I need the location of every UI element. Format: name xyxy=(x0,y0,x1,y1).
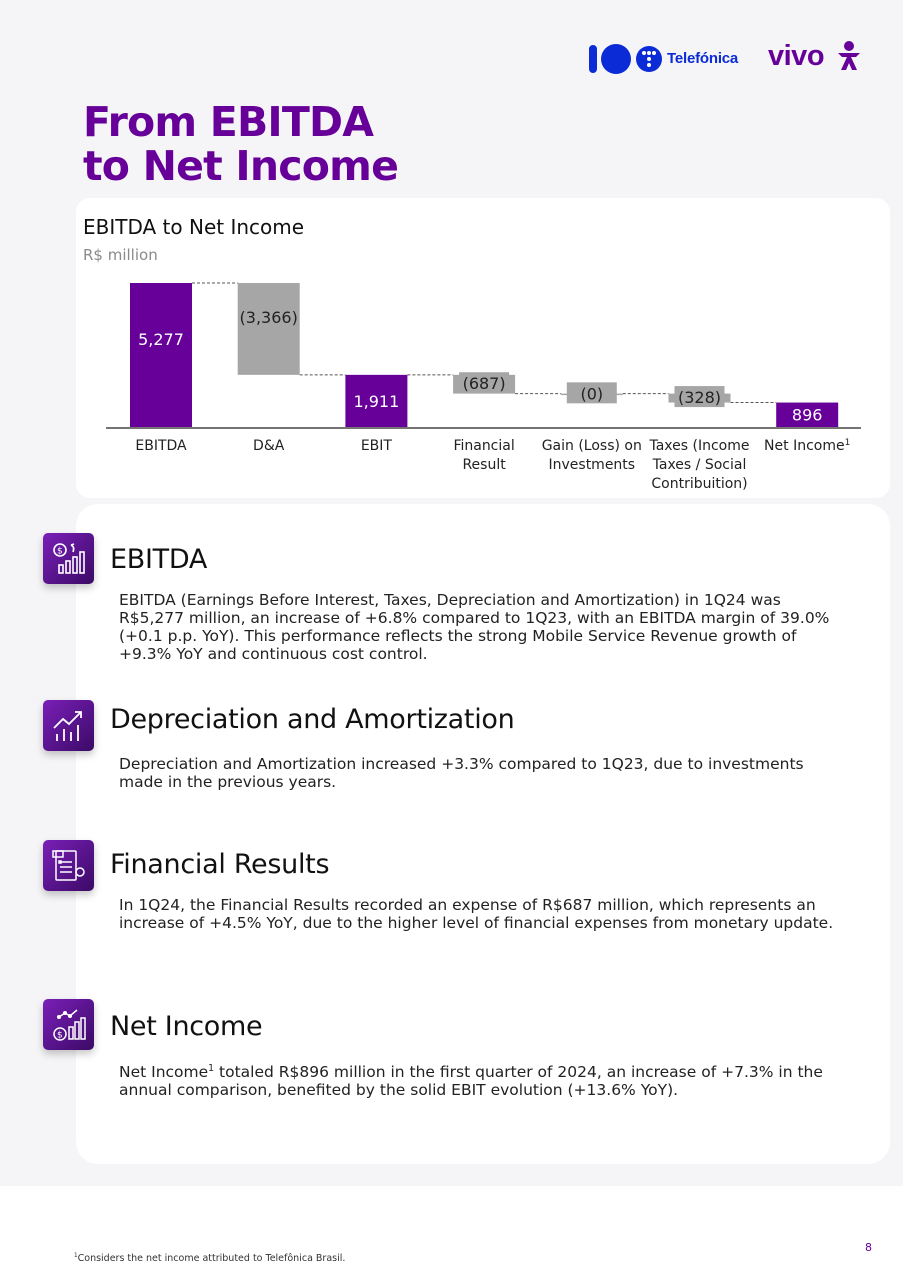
category-label-4-1: Investments xyxy=(548,457,636,473)
section-heading-ebitda: EBITDA xyxy=(110,544,208,575)
footnote-marker: 1 xyxy=(74,1252,78,1259)
section-text-net-income xyxy=(119,1063,844,1099)
net-income-text-start: Net Income xyxy=(119,1063,209,1081)
section-heading-financial-results: Financial Results xyxy=(110,849,330,880)
data-label-6: 896 xyxy=(791,405,823,425)
section-heading-net-income: Net Income xyxy=(110,1011,263,1042)
chart-unit: R$ million xyxy=(83,246,158,264)
footnote xyxy=(74,1253,345,1264)
section-heading-depreciation: Depreciation and Amortization xyxy=(110,704,515,735)
footnote-text: Considers the net income attributed to Telefônica Brasil. xyxy=(77,1253,346,1264)
svg-text:$: $ xyxy=(57,1030,63,1041)
data-label-1: (3,366) xyxy=(239,307,298,327)
category-label-6: Net Income$^1$ xyxy=(764,438,851,454)
category-label-superscript: 1 xyxy=(844,438,851,448)
data-label-4: (0) xyxy=(580,384,604,404)
category-label-2: EBIT xyxy=(360,438,392,454)
data-label-2: 1,911 xyxy=(353,391,400,411)
growth-chart-icon xyxy=(43,700,94,751)
waterfall-chart xyxy=(0,0,903,500)
net-income-footnote-marker: 1 xyxy=(208,1062,215,1074)
section-text-ebitda: EBITDA (Earnings Before Interest, Taxes, Depreciation and Amortization) in 1Q24 was R$5,277 million, an increase of +6.8% compared to 1Q23, with an EBITDA margin of 39.0% (+0.1 p.p. YoY). This performance reflects the strong Mobile Service Revenue growth of +9.3% YoY and continuous cost control. xyxy=(119,591,830,663)
category-label-3-0: Financial xyxy=(453,438,515,454)
data-label-5: (328) xyxy=(677,388,722,408)
income-chart-icon xyxy=(43,999,94,1050)
page-number: 8 xyxy=(865,1241,872,1254)
chart-title: EBITDA to Net Income xyxy=(83,215,305,239)
financial-report-icon xyxy=(43,840,94,891)
data-label-0: 5,277 xyxy=(138,330,184,349)
category-label-3-1: Result xyxy=(462,457,506,473)
category-label-5-2: Contribuition) xyxy=(651,476,748,492)
category-label-0: EBITDA xyxy=(135,438,187,454)
page-title-line-2: to Net Income xyxy=(83,142,399,190)
section-text-financial-results: In 1Q24, the Financial Results recorded an expense of R$687 million, which represents an increase of +4.5% YoY, due to the higher level of financial expenses from monetary update. xyxy=(119,896,834,932)
data-label-3: (687) xyxy=(462,374,506,394)
vivo-logo-text: vivo xyxy=(768,40,825,72)
category-label-4-0: Gain (Loss) on xyxy=(541,438,642,454)
category-label-5-0: Taxes (Income xyxy=(649,438,750,454)
page-title-line-1: From EBITDA xyxy=(83,98,374,146)
telefonica-logo-text: Telefónica xyxy=(667,50,739,67)
category-label-1: D&A xyxy=(253,438,285,454)
money-chart-icon xyxy=(43,533,94,584)
bar-1 xyxy=(238,283,300,375)
bar-0 xyxy=(130,283,192,427)
svg-text:$: $ xyxy=(57,546,63,557)
category-label-5-1: Taxes / Social xyxy=(652,457,747,473)
section-text-depreciation: Depreciation and Amortization increased +3.3% compared to 1Q23, due to investments made in the previous years. xyxy=(119,755,804,791)
net-income-text-rest: totaled R$896 million in the first quarter of 2024, an increase of +7.3% in the annual comparison, benefited by the solid EBIT evolution (+13.6% YoY). xyxy=(119,1063,823,1099)
